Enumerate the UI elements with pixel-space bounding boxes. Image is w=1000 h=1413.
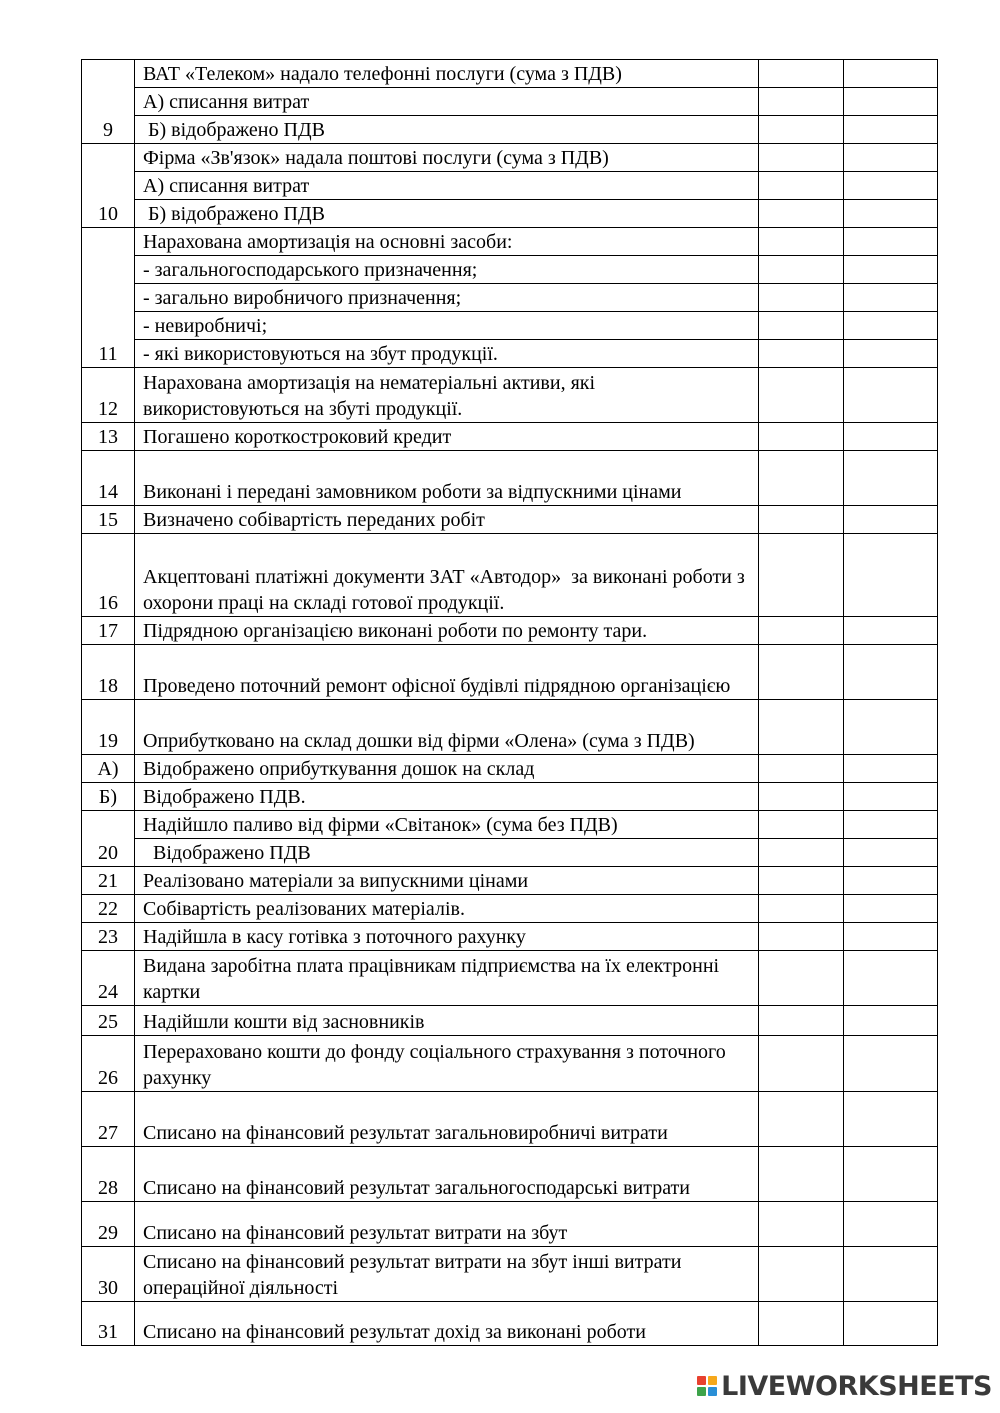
row-number: 28 [82,1147,135,1202]
credit-cell[interactable] [844,312,938,340]
debit-cell[interactable] [759,312,844,340]
table-row [82,284,938,312]
transaction-description: Б) відображено ПДВ [135,200,759,228]
row-number: 13 [82,423,135,451]
credit-cell[interactable] [844,116,938,144]
debit-cell[interactable] [759,783,844,811]
transaction-description: А) списання витрат [135,88,759,116]
transaction-description: Відображено ПДВ [135,839,759,867]
debit-cell[interactable] [759,60,844,88]
transaction-description: Оприбутковано на склад дошки від фірми «Олена» (сума з ПДВ) [135,700,759,755]
table-row [82,1036,938,1092]
credit-cell[interactable] [844,88,938,116]
transaction-description: Собівартість реалізованих матеріалів. [135,895,759,923]
row-number: 30 [82,1247,135,1302]
transaction-description: Реалізовано матеріали за випускними цінами [135,867,759,895]
logo-square-red [697,1376,706,1385]
row-number: 17 [82,617,135,645]
credit-cell[interactable] [844,1147,938,1202]
credit-cell[interactable] [844,923,938,951]
credit-cell[interactable] [844,200,938,228]
debit-cell[interactable] [759,895,844,923]
table-row [82,451,938,506]
transaction-description: Визначено собівартість переданих робіт [135,506,759,534]
row-number: 19 [82,700,135,755]
credit-cell[interactable] [844,895,938,923]
transaction-description: - які використовуються на збут продукції. [135,340,759,368]
transaction-description: ВАТ «Телеком» надало телефонні послуги (сума з ПДВ) [135,60,759,88]
transaction-description: Відображено ПДВ. [135,783,759,811]
table-row [82,340,938,368]
debit-cell[interactable] [759,867,844,895]
transaction-description: Списано на фінансовий результат загальновиробничі витрати [135,1092,759,1147]
table-row [82,200,938,228]
row-number: 14 [82,451,135,506]
credit-cell[interactable] [844,811,938,839]
row-number: 18 [82,645,135,700]
debit-cell[interactable] [759,172,844,200]
transaction-description: Надійшли кошти від засновників [135,1006,759,1036]
row-number: 23 [82,923,135,951]
debit-cell[interactable] [759,340,844,368]
table-row [82,783,938,811]
table-row [82,423,938,451]
debit-cell[interactable] [759,645,844,700]
row-number: 31 [82,1302,135,1346]
row-number: 26 [82,1036,135,1092]
transaction-description: Виконані і передані замовником роботи за відпускними цінами [135,451,759,506]
debit-cell[interactable] [759,116,844,144]
table-row [82,867,938,895]
table-row [82,256,938,284]
transaction-description: Погашено короткостроковий кредит [135,423,759,451]
table-row [82,1302,938,1346]
credit-cell[interactable] [844,839,938,867]
table-row [82,839,938,867]
table-row [82,506,938,534]
debit-cell[interactable] [759,144,844,172]
debit-cell[interactable] [759,1036,844,1092]
row-number: 11 [82,228,135,368]
table-row [82,1202,938,1247]
credit-cell[interactable] [844,1302,938,1346]
table-row [82,811,938,839]
credit-cell[interactable] [844,617,938,645]
table-row [82,368,938,423]
transaction-description: Списано на фінансовий результат загальногосподарські витрати [135,1147,759,1202]
debit-cell[interactable] [759,228,844,256]
credit-cell[interactable] [844,340,938,368]
table-row [82,116,938,144]
transaction-description: Акцептовані платіжні документи ЗАТ «Автодор» за виконані роботи з охорони праці на складі готової продукції. [135,534,759,617]
row-number: 27 [82,1092,135,1147]
table-row [82,755,938,783]
transaction-description: Відображено оприбуткування дошок на склад [135,755,759,783]
table-row [82,312,938,340]
table-row [82,700,938,755]
debit-cell[interactable] [759,811,844,839]
row-number: 21 [82,867,135,895]
credit-cell[interactable] [844,867,938,895]
debit-cell[interactable] [759,839,844,867]
debit-cell[interactable] [759,1006,844,1036]
debit-cell[interactable] [759,1247,844,1302]
debit-cell[interactable] [759,755,844,783]
table-row [82,88,938,116]
transaction-description: Списано на фінансовий результат витрати на збут [135,1202,759,1247]
transaction-description: - загальногосподарського призначення; [135,256,759,284]
liveworksheets-logo [697,1371,992,1401]
transaction-description: Підрядною організацією виконані роботи по ремонту тари. [135,617,759,645]
credit-cell[interactable] [844,368,938,423]
transaction-description: Списано на фінансовий результат витрати на збут інші витрати операційної діяльності [135,1247,759,1302]
debit-cell[interactable] [759,200,844,228]
transaction-description: Нарахована амортизація на нематеріальні активи, які використовуються на збуті продукції. [135,368,759,423]
transaction-description: - невиробничі; [135,312,759,340]
credit-cell[interactable] [844,1092,938,1147]
credit-cell[interactable] [844,423,938,451]
table-row [82,617,938,645]
credit-cell[interactable] [844,172,938,200]
transaction-description: Видана заробітна плата працівникам підприємства на їх електронні картки [135,951,759,1006]
table-row [82,60,938,88]
logo-text: LIVEWORKSHEETS [721,1370,992,1402]
table-row [82,1092,938,1147]
debit-cell[interactable] [759,534,844,617]
credit-cell[interactable] [844,60,938,88]
row-number: 29 [82,1202,135,1247]
table-row [82,1247,938,1302]
row-number: 9 [82,60,135,144]
transaction-description: Надійшла в касу готівка з поточного рахунку [135,923,759,951]
credit-cell[interactable] [844,534,938,617]
logo-square-blue [708,1387,717,1396]
credit-cell[interactable] [844,451,938,506]
transaction-description: Б) відображено ПДВ [135,116,759,144]
credit-cell[interactable] [844,700,938,755]
credit-cell[interactable] [844,645,938,700]
row-number: 20 [82,811,135,867]
table-row [82,951,938,1006]
credit-cell[interactable] [844,1247,938,1302]
credit-cell[interactable] [844,506,938,534]
debit-cell[interactable] [759,1147,844,1202]
row-number: 10 [82,144,135,228]
credit-cell[interactable] [844,1202,938,1247]
credit-cell[interactable] [844,256,938,284]
row-number: 16 [82,534,135,617]
credit-cell[interactable] [844,228,938,256]
debit-cell[interactable] [759,284,844,312]
credit-cell[interactable] [844,755,938,783]
row-number: Б) [82,783,135,811]
debit-cell[interactable] [759,700,844,755]
transaction-description: Фірма «Зв'язок» надала поштові послуги (сума з ПДВ) [135,144,759,172]
credit-cell[interactable] [844,1006,938,1036]
row-number: А) [82,755,135,783]
debit-cell[interactable] [759,1302,844,1346]
debit-cell[interactable] [759,1092,844,1147]
transaction-description: Надійшло паливо від фірми «Світанок» (сума без ПДВ) [135,811,759,839]
transaction-description: Проведено поточний ремонт офісної будівлі підрядною організацією [135,645,759,700]
credit-cell[interactable] [844,284,938,312]
transaction-description: Перераховано кошти до фонду соціального страхування з поточного рахунку [135,1036,759,1092]
row-number: 12 [82,368,135,423]
transaction-description: Нарахована амортизація на основні засоби: [135,228,759,256]
transaction-description: А) списання витрат [135,172,759,200]
credit-cell[interactable] [844,783,938,811]
credit-cell[interactable] [844,951,938,1006]
debit-cell[interactable] [759,451,844,506]
table-row [82,1006,938,1036]
debit-cell[interactable] [759,256,844,284]
row-number: 25 [82,1006,135,1036]
debit-cell[interactable] [759,951,844,1006]
debit-cell[interactable] [759,88,844,116]
debit-cell[interactable] [759,1202,844,1247]
debit-cell[interactable] [759,923,844,951]
table-row [82,645,938,700]
credit-cell[interactable] [844,144,938,172]
table-row [82,172,938,200]
debit-cell[interactable] [759,506,844,534]
table-row [82,228,938,256]
logo-square-orange [708,1376,717,1385]
table-row [82,895,938,923]
table-row [82,923,938,951]
row-number: 24 [82,951,135,1006]
table-row [82,534,938,617]
transaction-description: Списано на фінансовий результат дохід за виконані роботи [135,1302,759,1346]
row-number: 15 [82,506,135,534]
transactions-table [81,59,938,1346]
debit-cell[interactable] [759,617,844,645]
debit-cell[interactable] [759,368,844,423]
debit-cell[interactable] [759,423,844,451]
credit-cell[interactable] [844,1036,938,1092]
transaction-description: - загально виробничого призначення; [135,284,759,312]
liveworksheets-logo-icon [697,1376,717,1396]
table-row [82,144,938,172]
logo-square-green [697,1387,706,1396]
row-number: 22 [82,895,135,923]
table-row [82,1147,938,1202]
